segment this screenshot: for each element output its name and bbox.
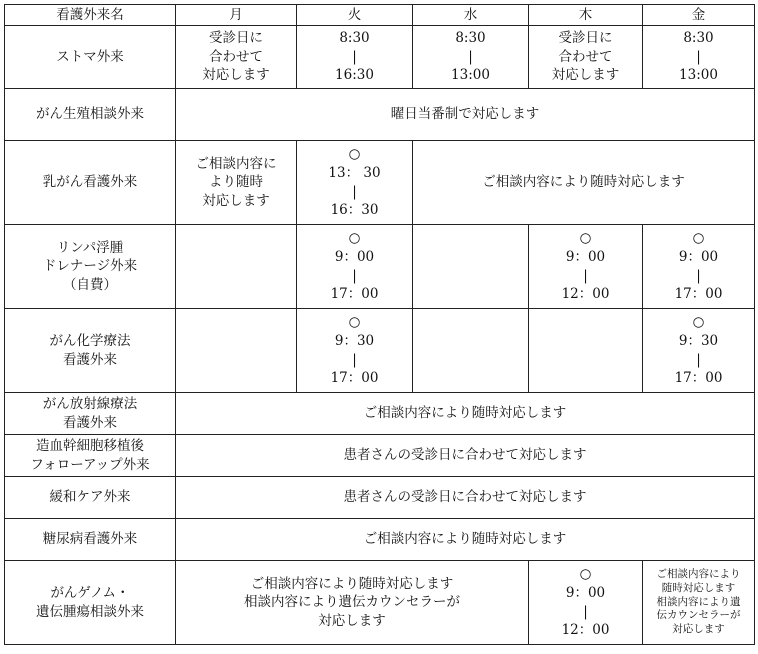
row-stoma (5, 26, 755, 89)
row-name: 糖尿病看護外来 (5, 519, 176, 561)
row-lymph (5, 225, 755, 309)
cell-all-days: ご相談内容により随時対応します (176, 393, 755, 435)
row-breast (5, 141, 755, 225)
cell-all-days: 患者さんの受診日に合わせて対応します (176, 435, 755, 477)
cell-tue: 8:30 | 16:30 (297, 26, 413, 89)
row-diabetes (5, 519, 755, 561)
row-chemo (5, 309, 755, 393)
cell-tue: ○ 9：30 | 17：00 (297, 309, 413, 393)
cell-all-days: ご相談内容により随時対応します (176, 519, 755, 561)
row-name: がん生殖相談外来 (5, 89, 176, 141)
row-name: がん化学療法 看護外来 (5, 309, 176, 393)
cell-wed (413, 225, 529, 309)
row-fertility (5, 89, 755, 141)
header-day-tue: 火 (297, 5, 413, 26)
cell-thu: 受診日に 合わせて 対応します (529, 26, 643, 89)
cell-mon: 受診日に 合わせて 対応します (176, 26, 297, 89)
header-day-thu: 木 (529, 5, 643, 26)
cell-fri: ご相談内容により 随時対応します 相談内容により遺 伝カウンセラーが 対応します (643, 561, 755, 645)
row-stemcell (5, 435, 755, 477)
cell-thu (529, 309, 643, 393)
cell-fri: ○ 9：30 | 17：00 (643, 309, 755, 393)
cell-all-days: 患者さんの受診日に合わせて対応します (176, 477, 755, 519)
header-name: 看護外来名 (5, 5, 176, 26)
cell-tue: ○ 9：00 | 17：00 (297, 225, 413, 309)
row-genome (5, 561, 755, 645)
cell-thu: ○ 9：00 | 12：00 (529, 225, 643, 309)
cell-wed: 8:30 | 13:00 (413, 26, 529, 89)
row-name: ストマ外来 (5, 26, 176, 89)
outpatient-schedule-table (4, 4, 755, 645)
cell-mon-wed: ご相談内容により随時対応します 相談内容により遺伝カウンセラーが 対応します (176, 561, 529, 645)
row-name: 乳がん看護外来 (5, 141, 176, 225)
row-name: リンパ浮腫 ドレナージ外来 （自費） (5, 225, 176, 309)
header-day-wed: 水 (413, 5, 529, 26)
row-name: がんゲノム・ 遺伝腫瘍相談外来 (5, 561, 176, 645)
cell-thu: ○ 9：00 | 12：00 (529, 561, 643, 645)
header-day-mon: 月 (176, 5, 297, 26)
cell-fri: ○ 9：00 | 17：00 (643, 225, 755, 309)
cell-mon (176, 309, 297, 393)
row-palliative (5, 477, 755, 519)
cell-wed-fri: ご相談内容により随時対応します (413, 141, 755, 225)
header-row (5, 5, 755, 26)
cell-all-days: 曜日当番制で対応します (176, 89, 755, 141)
cell-wed (413, 309, 529, 393)
cell-mon (176, 225, 297, 309)
row-radiation (5, 393, 755, 435)
cell-fri: 8:30 | 13:00 (643, 26, 755, 89)
row-name: 緩和ケア外来 (5, 477, 176, 519)
cell-tue: ○ 13： 30 | 16：30 (297, 141, 413, 225)
row-name: がん放射線療法 看護外来 (5, 393, 176, 435)
header-day-fri: 金 (643, 5, 755, 26)
cell-mon: ご相談内容に より随時 対応します (176, 141, 297, 225)
row-name: 造血幹細胞移植後 フォローアップ外来 (5, 435, 176, 477)
